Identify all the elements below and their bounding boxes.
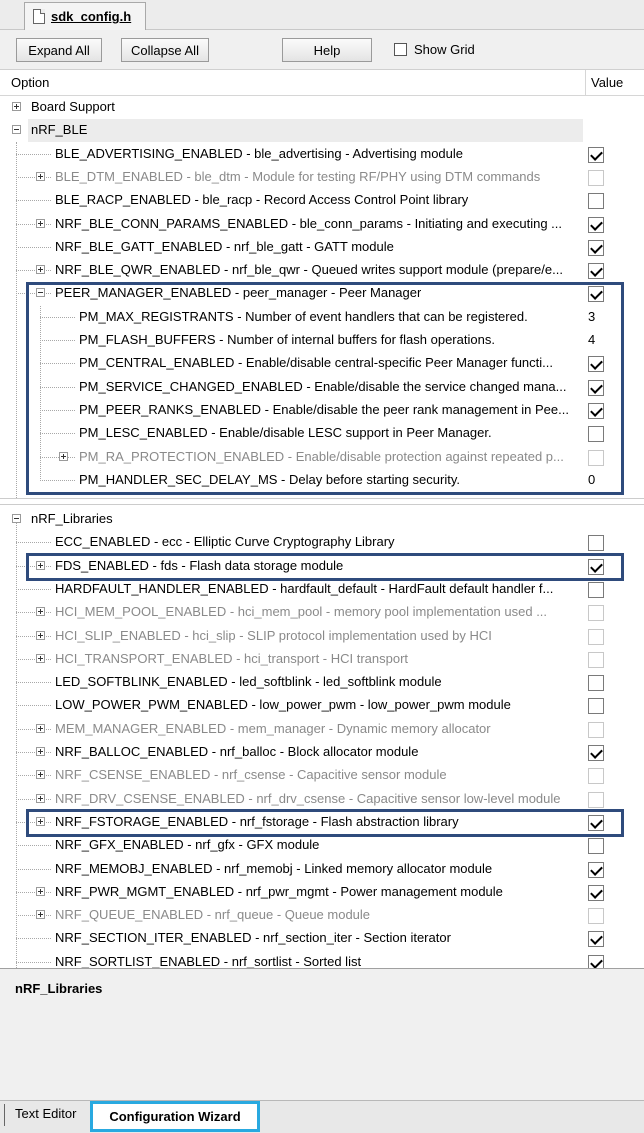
expand-plus-icon[interactable] (36, 219, 45, 228)
tree-row[interactable] (0, 811, 644, 834)
tree-row[interactable] (0, 625, 644, 648)
tree-connector-line (16, 845, 51, 846)
tree-connector-line (16, 154, 51, 155)
tree-group[interactable] (0, 119, 644, 142)
tree-row-label: nRF_Libraries (31, 511, 113, 526)
tree-row-label: NRF_BALLOC_ENABLED - nrf_balloc - Block allocator module (55, 744, 419, 759)
collapse-minus-icon[interactable] (12, 514, 21, 523)
collapse-all-button[interactable]: Collapse All (121, 38, 209, 62)
tree-connector-line (16, 682, 51, 683)
tree-row[interactable] (0, 741, 644, 764)
value-checkbox[interactable] (588, 908, 604, 924)
tree-row-label: HCI_SLIP_ENABLED - hci_slip - SLIP protocol implementation used by HCI (55, 627, 492, 643)
value-column-header[interactable]: Value (591, 75, 624, 90)
tree-row-label: HCI_TRANSPORT_ENABLED - hci_transport - HCI transport (55, 650, 409, 666)
tree-connector-line (16, 224, 51, 225)
tree-row-label: PM_RA_PROTECTION_ENABLED - Enable/disable protection against repeated p... (79, 448, 564, 464)
value-checkbox[interactable] (588, 955, 604, 968)
tree-row[interactable] (0, 881, 644, 904)
tree-row-label: NRF_DRV_CSENSE_ENABLED - nrf_drv_csense - Capacitive sensor low-level module (55, 790, 561, 806)
value-checkbox[interactable] (588, 885, 604, 901)
tree-connector-line (16, 566, 51, 567)
tree-row[interactable] (0, 927, 644, 950)
tree-connector-line (40, 387, 75, 388)
tree-row-label: BLE_DTM_ENABLED - ble_dtm - Module for testing RF/PHY using DTM commands (55, 168, 541, 184)
description-panel (0, 968, 644, 1100)
tree-row[interactable] (0, 446, 644, 469)
tree-row-label: FDS_ENABLED - fds - Flash data storage module (55, 557, 344, 573)
selection-highlight (28, 119, 583, 142)
tree-row[interactable] (0, 469, 644, 492)
tree-row-label: NRF_QUEUE_ENABLED - nrf_queue - Queue module (55, 907, 371, 923)
tree-connector-line (16, 752, 51, 753)
value-checkbox[interactable] (588, 629, 604, 645)
file-tab-sdk-config[interactable] (24, 2, 146, 30)
value-number[interactable]: 3 (588, 308, 596, 324)
tree-row-label: ECC_ENABLED - ecc - Elliptic Curve Cryptography Library (55, 534, 395, 550)
tree-connector-line (16, 729, 51, 730)
tree-row-label: nRF_BLE (31, 122, 88, 138)
tree-connector-line (16, 822, 51, 823)
tree-row-label: NRF_CSENSE_ENABLED - nrf_csense - Capacitive sensor module (55, 767, 447, 783)
tree-row-label: NRF_BLE_GATT_ENABLED - nrf_ble_gatt - GATT module (55, 238, 394, 254)
expand-plus-icon[interactable] (36, 265, 45, 274)
tree-row[interactable] (0, 671, 644, 694)
tree-connector-line (16, 705, 51, 706)
collapse-minus-icon[interactable] (12, 125, 21, 134)
tree-row-label: PM_CENTRAL_ENABLED - Enable/disable central-specific Peer Manager functi... (79, 355, 553, 371)
tree-row-label: BLE_RACP_ENABLED - ble_racp - Record Access Control Point library (55, 192, 469, 208)
tree-row-label: NRF_BLE_CONN_PARAMS_ENABLED - ble_conn_params - Initiating and executing ... (55, 215, 562, 231)
column-divider[interactable] (585, 70, 586, 96)
expand-plus-icon[interactable] (36, 172, 45, 181)
value-number[interactable]: 4 (588, 332, 596, 347)
tree-row[interactable] (0, 166, 644, 189)
value-checkbox[interactable] (588, 792, 604, 808)
tree-row-label: HCI_MEM_POOL_ENABLED - hci_mem_pool - memory pool implementation used ... (55, 604, 548, 620)
value-checkbox[interactable] (588, 450, 604, 466)
tree-row-label: NRF_SECTION_ITER_ENABLED - nrf_section_iter - Section iterator (55, 930, 451, 946)
tree-connector-line (40, 410, 75, 411)
tree-row[interactable] (0, 834, 644, 857)
expand-plus-icon[interactable] (36, 724, 45, 733)
tree-connector-line (16, 938, 51, 939)
tree-row[interactable] (0, 189, 644, 212)
expand-plus-icon[interactable] (36, 561, 45, 570)
expand-all-button[interactable]: Expand All (16, 38, 102, 62)
tree-row-label: BLE_ADVERTISING_ENABLED - ble_advertising - Advertising module (55, 145, 464, 161)
tree-connector-line (40, 317, 75, 318)
tree-connector-line (16, 270, 51, 271)
document-icon (33, 9, 45, 24)
tree-connector-line (16, 962, 51, 963)
value-checkbox[interactable] (588, 652, 604, 668)
tree-row-label: PM_FLASH_BUFFERS - Number of internal buffers for flash operations. (79, 332, 495, 347)
tree-connector-line (16, 589, 51, 590)
tab-text-editor[interactable]: Text Editor (4, 1104, 86, 1126)
tree-row[interactable] (0, 352, 644, 375)
value-checkbox[interactable] (588, 535, 604, 551)
tree-connector-line (40, 457, 75, 458)
show-grid-label: Show Grid (414, 42, 475, 57)
tree-row-label: LED_SOFTBLINK_ENABLED - led_softblink - led_softblink module (55, 674, 442, 690)
value-checkbox[interactable] (588, 356, 604, 372)
value-checkbox[interactable] (588, 582, 604, 598)
column-header (0, 70, 644, 96)
tree-row[interactable] (0, 399, 644, 422)
tree-connector-line (16, 869, 51, 870)
value-checkbox[interactable] (588, 675, 604, 691)
tree-row[interactable] (0, 422, 644, 445)
tree-connector-line (40, 433, 75, 434)
expand-plus-icon[interactable] (36, 794, 45, 803)
tree-group[interactable] (0, 96, 644, 119)
tree-row[interactable] (0, 213, 644, 236)
expand-plus-icon[interactable] (36, 654, 45, 663)
tree-row-label: NRF_BLE_QWR_ENABLED - nrf_ble_qwr - Queued writes support module (prepare/e... (55, 262, 563, 278)
expand-plus-icon[interactable] (12, 102, 21, 111)
tree-group[interactable] (0, 508, 644, 531)
tree-row-label: NRF_PWR_MGMT_ENABLED - nrf_pwr_mgmt - Power management module (55, 883, 503, 899)
expand-plus-icon[interactable] (59, 452, 68, 461)
tree-row-label: PEER_MANAGER_ENABLED - peer_manager - Peer Manager (55, 285, 422, 301)
tree-connector-line (40, 480, 75, 481)
description-title: nRF_Libraries (15, 981, 103, 996)
tree-connector-line (16, 775, 51, 776)
tree-row[interactable] (0, 143, 644, 166)
tree-row[interactable] (0, 788, 644, 811)
tree-row-label: NRF_FSTORAGE_ENABLED - nrf_fstorage - Flash abstraction library (55, 813, 459, 829)
tree-row-label: NRF_GFX_ENABLED - nrf_gfx - GFX module (55, 837, 320, 853)
tree-row[interactable] (0, 555, 644, 578)
expand-plus-icon[interactable] (36, 631, 45, 640)
tree-row-label: PM_HANDLER_SEC_DELAY_MS - Delay before starting security. (79, 471, 460, 487)
value-checkbox[interactable] (588, 240, 604, 256)
value-checkbox[interactable] (588, 403, 604, 419)
tree-row[interactable] (0, 376, 644, 399)
value-checkbox[interactable] (588, 722, 604, 738)
collapse-minus-icon[interactable] (36, 288, 45, 297)
tree-connector-line (16, 612, 51, 613)
value-checkbox[interactable] (588, 559, 604, 575)
tree-row[interactable] (0, 764, 644, 787)
option-column-header[interactable]: Option (11, 75, 50, 90)
bottom-tab-bar (0, 1100, 644, 1133)
tree-connector-line (16, 659, 51, 660)
tree-connector-line (16, 892, 51, 893)
tree-connector-line (16, 177, 51, 178)
tree-row-label: LOW_POWER_PWM_ENABLED - low_power_pwm - low_power_pwm module (55, 697, 511, 713)
value-number[interactable]: 0 (588, 471, 596, 487)
show-grid-checkbox-box[interactable] (394, 43, 407, 56)
value-checkbox[interactable] (588, 698, 604, 714)
value-checkbox[interactable] (588, 286, 604, 302)
expand-plus-icon[interactable] (36, 887, 45, 896)
tree-connector-line (16, 542, 51, 543)
tree-row[interactable] (0, 306, 644, 329)
expand-plus-icon[interactable] (36, 817, 45, 826)
value-checkbox[interactable] (588, 263, 604, 279)
tree-row[interactable] (0, 694, 644, 717)
tree-row-label: NRF_MEMOBJ_ENABLED - nrf_memobj - Linked memory allocator module (55, 860, 493, 876)
tree-row-label: PM_LESC_ENABLED - Enable/disable LESC support in Peer Manager. (79, 425, 492, 441)
value-checkbox[interactable] (588, 147, 604, 163)
tree-row[interactable] (0, 578, 644, 601)
value-checkbox[interactable] (588, 931, 604, 947)
expand-plus-icon[interactable] (36, 910, 45, 919)
show-grid-checkbox[interactable] (394, 42, 475, 57)
tree-row-label: PM_PEER_RANKS_ENABLED - Enable/disable the peer rank management in Pee... (79, 401, 569, 417)
tree-connector-line (16, 799, 51, 800)
tab-configuration-wizard[interactable]: Configuration Wizard (90, 1101, 260, 1132)
tree-row[interactable] (0, 858, 644, 881)
tree-row[interactable] (0, 259, 644, 282)
value-checkbox[interactable] (588, 605, 604, 621)
expand-plus-icon[interactable] (36, 607, 45, 616)
expand-plus-icon[interactable] (36, 747, 45, 756)
expand-plus-icon[interactable] (36, 770, 45, 779)
tree-row-label: PM_SERVICE_CHANGED_ENABLED - Enable/disable the service changed mana... (79, 378, 567, 394)
tree-row-label: HARDFAULT_HANDLER_ENABLED - hardfault_default - HardFault default handler f... (55, 580, 554, 596)
tree-row[interactable] (0, 236, 644, 259)
file-tab-label: sdk_config.h (51, 9, 132, 24)
tree-row[interactable] (0, 648, 644, 671)
tree-row[interactable] (0, 531, 644, 554)
value-checkbox[interactable] (588, 815, 604, 831)
tree-connector-line (16, 200, 51, 201)
file-tab-strip (0, 0, 644, 30)
config-tree (0, 96, 644, 968)
tree-row-label: Board Support (31, 99, 115, 114)
tree-connector-line (16, 247, 51, 248)
tree-connector-line (16, 636, 51, 637)
value-checkbox[interactable] (588, 862, 604, 878)
tree-row[interactable] (0, 718, 644, 741)
value-checkbox[interactable] (588, 193, 604, 209)
tree-connector-line (16, 293, 51, 294)
tree-row[interactable] (0, 601, 644, 624)
tree-connector-line (40, 363, 75, 364)
value-checkbox[interactable] (588, 170, 604, 186)
tree-connector-line (16, 915, 51, 916)
tree-connector-line (40, 340, 75, 341)
tree-row[interactable] (0, 329, 644, 352)
tree-row-label: NRF_SORTLIST_ENABLED - nrf_sortlist - Sorted list (55, 953, 362, 968)
help-button[interactable]: Help (282, 38, 372, 62)
value-checkbox[interactable] (588, 380, 604, 396)
tree-row[interactable] (0, 951, 644, 968)
tree-row[interactable] (0, 282, 644, 305)
tree-row-label: MEM_MANAGER_ENABLED - mem_manager - Dynamic memory allocator (55, 720, 491, 736)
value-checkbox[interactable] (588, 217, 604, 233)
section-divider (0, 498, 644, 505)
value-checkbox[interactable] (588, 745, 604, 761)
tree-row-label: PM_MAX_REGISTRANTS - Number of event handlers that can be registered. (79, 308, 528, 324)
value-checkbox[interactable] (588, 838, 604, 854)
value-checkbox[interactable] (588, 426, 604, 442)
description-body (4, 1007, 640, 1097)
value-checkbox[interactable] (588, 768, 604, 784)
tree-row[interactable] (0, 904, 644, 927)
toolbar (0, 30, 644, 70)
